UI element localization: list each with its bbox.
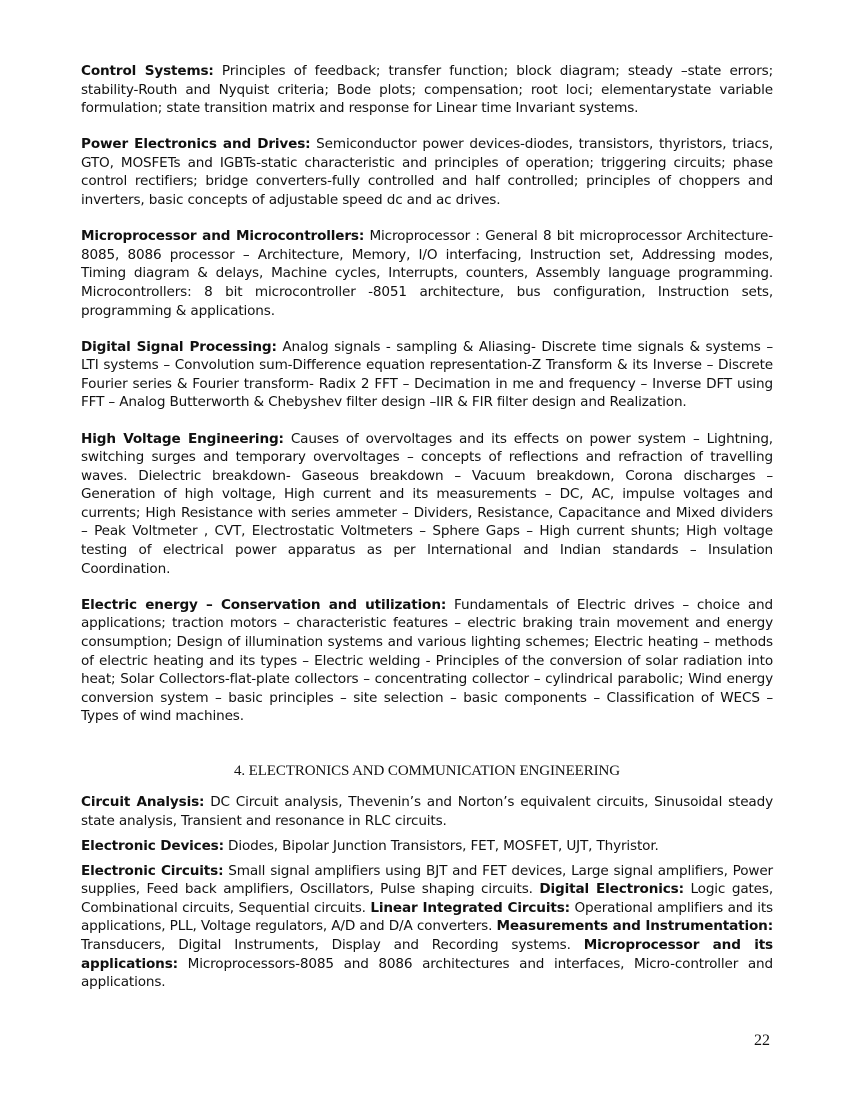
- topic-title: Electronic Devices:: [81, 837, 224, 854]
- section-power-electronics: [81, 135, 773, 209]
- topic-body: Microprocessors-8085 and 8086 architectures and interfaces, Micro-controller and applications.: [81, 955, 773, 991]
- topic-body: Small signal amplifiers using BJT and FET devices, Large signal amplifiers, Power supplies, Feed back amplifiers, Oscillators, Pulse shaping circuits.: [81, 862, 773, 898]
- section-microprocessor: [81, 227, 773, 320]
- topic-title: Electronic Circuits:: [81, 862, 224, 879]
- section-electric-energy: [81, 596, 773, 726]
- topic-body: DC Circuit analysis, Thevenin’s and Norton’s equivalent circuits, Sinusoidal steady state analysis, Transient and resonance in RLC circuits.: [81, 793, 773, 829]
- ece-heading: 4. ELECTRONICS AND COMMUNICATION ENGINEERING: [233, 762, 620, 779]
- section-dsp: [81, 338, 773, 412]
- ece-combined-topics: [81, 862, 773, 992]
- ece-electronic-devices: [81, 837, 773, 856]
- page-number: 22: [754, 1032, 770, 1049]
- page-content: [81, 62, 773, 992]
- topic-body: Operational amplifiers and its applications, PLL, Voltage regulators, A/D and D/A converters.: [81, 899, 773, 935]
- topic-body: Transducers, Digital Instruments, Display and Recording systems.: [81, 937, 584, 954]
- ece-circuit-analysis: [81, 793, 773, 830]
- section-high-voltage: [81, 430, 773, 579]
- topic-body: Logic gates, Combinational circuits, Sequential circuits.: [81, 881, 773, 916]
- section-body: Semiconductor power devices-diodes, transistors, thyristors, triacs, GTO, MOSFETs and IGBTs-static characteristic and principles of operation; triggering circuits; phase control rectifiers; bridge converters-fully controlled and half controlled; principles of choppers and inverters, basic concepts of adjustable speed dc and ac drives.: [81, 136, 773, 209]
- section-body: Microprocessor : General 8 bit microprocessor Architecture-8085, 8086 processor – Architecture, Memory, I/O interfacing, Instruction set, Addressing modes, Timing diagram & delays, Machine cycles, Interrupts, counters, Assembly language programming. Microcontrollers: 8 bit microcontroller -8051 architecture, bus configuration, Instruction sets, programming & applications.: [81, 228, 773, 319]
- section-title: Electric energy – Conservation and utilization:: [81, 596, 447, 613]
- section-body: Principles of feedback; transfer function; block diagram; steady –state errors; stability-Routh and Nyquist criteria; Bode plots; compensation; root loci; elementarystate variable formulation; state transition matrix and response for Linear time Invariant systems.: [81, 63, 773, 117]
- topic-title: Circuit Analysis:: [81, 793, 205, 810]
- section-title: Control Systems:: [81, 63, 214, 79]
- section-control-systems: [81, 62, 773, 118]
- topic-title: Measurements and Instrumentation:: [496, 918, 773, 935]
- topic-title: Microprocessor and its applications:: [81, 937, 773, 972]
- section-title: Power Electronics and Drives:: [81, 136, 311, 153]
- topic-body: Diodes, Bipolar Junction Transistors, FET, MOSFET, UJT, Thyristor.: [223, 837, 659, 854]
- topic-title: Linear Integrated Circuits:: [370, 899, 570, 916]
- section-title: Microprocessor and Microcontrollers:: [81, 228, 365, 245]
- section-body: Analog signals - sampling & Aliasing- Discrete time signals & systems – LTI systems – Convolution sum-Difference equation representation-Z Transform & its Inverse – Discrete Fourier series & Fourier transform- Radix 2 FFT – Decimation in me and frequency – Inverse DFT using FFT – Analog Butterworth & Chebyshev filter design –IIR & FIR filter design and Realization.: [81, 338, 773, 411]
- section-title: Digital Signal Processing:: [81, 338, 277, 355]
- section-body: Fundamentals of Electric drives – choice and applications; traction motors – characteristic features – electric braking train movement and energy consumption; Design of illumination systems and various lighting schemes; Electric heating – methods of electric heating and its types – Electric welding - Principles of the conversion of solar radiation into heat; Solar Collectors-flat-plate collectors – concentrating collector – cylindrical parabolic; Wind energy conversion system – basic principles – site selection – basic components – Classification of WECS – Types of wind machines.: [81, 596, 773, 725]
- section-body: Causes of overvoltages and its effects on power system – Lightning, switching surges and temporary overvoltages – concepts of reflections and refraction of travelling waves. Dielectric breakdown- Gaseous breakdown – Vacuum breakdown, Corona discharges – Generation of high voltage, High current and its measurements – DC, AC, impulse voltages and currents; High Resistance with series ammeter – Dividers, Resistance, Capacitance and Mixed dividers – Peak Voltmeter , CVT, Electrostatic Voltmeters – Sphere Gaps – High current shunts; High voltage testing of electrical power apparatus as per International and Indian standards – Insulation Coordination.: [81, 430, 773, 577]
- section-title: High Voltage Engineering:: [81, 430, 284, 447]
- topic-title: Digital Electronics:: [539, 881, 684, 898]
